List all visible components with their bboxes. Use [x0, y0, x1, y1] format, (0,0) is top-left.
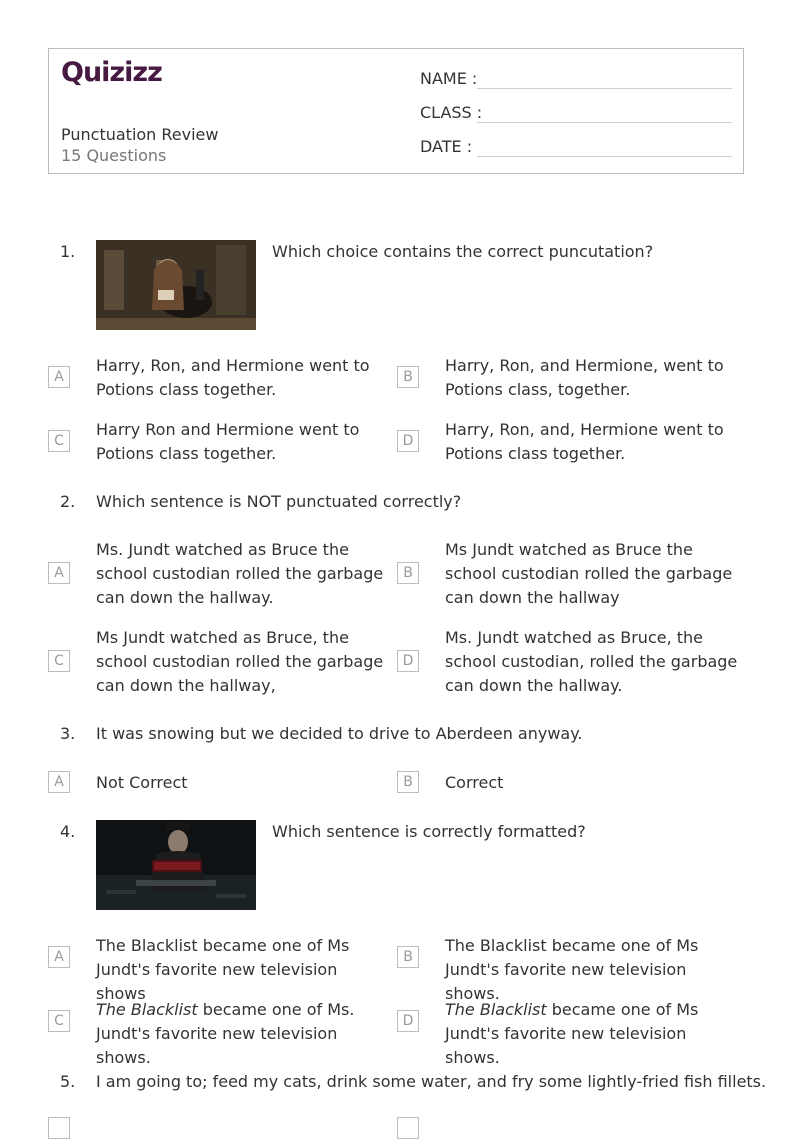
- option-d-italic-title: The Blacklist: [445, 1000, 547, 1019]
- option-c-box[interactable]: C: [48, 430, 70, 452]
- option-b-text: Harry, Ron, and Hermione, went to Potions class, together.: [445, 356, 724, 399]
- question-image-blacklist: [96, 820, 256, 910]
- question-text: I am going to; feed my cats, drink some water, and fry some lightly-fried fish fillets.: [96, 1072, 767, 1091]
- option-c-box[interactable]: C: [48, 650, 70, 672]
- option-a-box[interactable]: A: [48, 946, 70, 968]
- option-c-box[interactable]: C: [48, 1010, 70, 1032]
- name-label: NAME :: [420, 69, 478, 88]
- option-d-text: Harry, Ron, and, Hermione went to Potions class together.: [445, 420, 724, 463]
- quizizz-logo: Quizizz: [61, 57, 162, 88]
- option-a-text: Not Correct: [96, 773, 188, 792]
- worksheet-title: Punctuation Review: [61, 125, 219, 144]
- option-c-text: [96, 998, 391, 1070]
- option-d-box[interactable]: D: [397, 430, 419, 452]
- question-image-potions: [96, 240, 256, 330]
- worksheet-header: [48, 48, 744, 174]
- option-a-box[interactable]: A: [48, 366, 70, 388]
- option-d-box[interactable]: D: [397, 650, 419, 672]
- class-line: [477, 121, 732, 123]
- option-a-text: The Blacklist became one of Ms Jundt's favorite new television shows: [96, 936, 350, 1003]
- option-a-box[interactable]: A: [48, 562, 70, 584]
- question-text: It was snowing but we decided to drive to Aberdeen anyway.: [96, 724, 583, 743]
- question-text: Which sentence is NOT punctuated correctly?: [96, 492, 462, 511]
- date-label: DATE :: [420, 137, 473, 156]
- option-c-rest: became one of Ms. Jundt's favorite new television shows.: [96, 1000, 355, 1067]
- question-text: Which sentence is correctly formatted?: [272, 822, 586, 841]
- question-number: 3.: [60, 724, 76, 743]
- option-b-text: Ms Jundt watched as Bruce the school custodian rolled the garbage can down the hallway: [445, 540, 733, 607]
- date-line: [477, 155, 732, 157]
- option-d-rest: became one of Ms Jundt's favorite new television shows.: [445, 1000, 699, 1067]
- option-b-box[interactable]: B: [397, 366, 419, 388]
- option-b-box[interactable]: B: [397, 562, 419, 584]
- question-number: 2.: [60, 492, 76, 511]
- option-a-text: Harry, Ron, and Hermione went to Potions class together.: [96, 356, 370, 399]
- class-label: CLASS :: [420, 103, 483, 122]
- option-a-box-partial[interactable]: [48, 1117, 70, 1139]
- question-count: 15 Questions: [61, 146, 167, 165]
- name-line: [477, 87, 732, 89]
- option-d-box[interactable]: D: [397, 1010, 419, 1032]
- question-number: 5.: [60, 1072, 76, 1091]
- option-b-box-partial[interactable]: [397, 1117, 419, 1139]
- option-c-text: Harry Ron and Hermione went to Potions class together.: [96, 420, 360, 463]
- option-a-box[interactable]: A: [48, 771, 70, 793]
- option-d-text: [445, 998, 740, 1070]
- option-b-box[interactable]: B: [397, 946, 419, 968]
- option-c-text: Ms Jundt watched as Bruce, the school custodian rolled the garbage can down the hallway,: [96, 628, 384, 695]
- question-number: 1.: [60, 242, 76, 261]
- option-b-text: The Blacklist became one of Ms Jundt's favorite new television shows.: [445, 936, 699, 1003]
- option-b-text: Correct: [445, 773, 504, 792]
- option-b-box[interactable]: B: [397, 771, 419, 793]
- option-c-italic-title: The Blacklist: [96, 1000, 198, 1019]
- question-number: 4.: [60, 822, 76, 841]
- option-d-text: Ms. Jundt watched as Bruce, the school custodian, rolled the garbage can down the hallway.: [445, 628, 738, 695]
- question-text: Which choice contains the correct puncutation?: [272, 242, 654, 261]
- option-a-text: Ms. Jundt watched as Bruce the school custodian rolled the garbage can down the hallway.: [96, 540, 384, 607]
